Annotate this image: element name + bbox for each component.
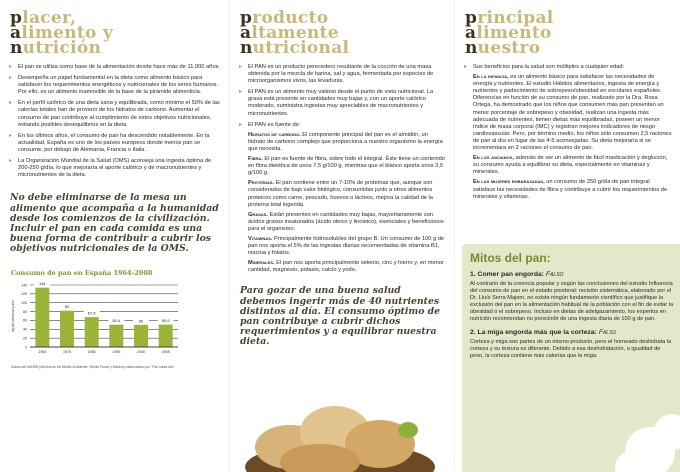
- paragraph: En los ancianos, además de ser un alimento de fácil masticación y deglución, su consumo ayuda a equilibrar su dieta, especialmente en vitaminas y minerales.: [473, 155, 668, 176]
- pull-quote: No debe eliminarse de la mesa un alimento que acompaña a la humanidad desde los comienzos de la civilización. Incluir el pan en cada comida es una buena forma de contribuir a cubrir los objetivos nutricionales de la OMS.: [10, 192, 219, 255]
- y-axis-label: kg por persona y año: [11, 299, 15, 332]
- x-tick-label: 1985: [87, 349, 96, 354]
- y-tick-label: 60: [23, 318, 27, 323]
- bullet: ▸ La Organización Mundial de la Salud (OMS) aconseja una ingesta óptima de 200-250 g/día, lo que mejoraría el aporte calórico y de macronutrientes y micronutrientes de la dieta.: [0, 158, 229, 179]
- term: Minerales.: [248, 260, 275, 267]
- data-label: 134: [38, 280, 46, 286]
- term: Fibra.: [248, 156, 263, 163]
- bar: [134, 324, 148, 346]
- bullet: ▸ Desempeña un papel fundamental en la dieta como alimento básico para satisfacer los requerimientos energéticos y nutricionales de los seres humanos. Por ello, es un alimento inamovible de la base de la pirámide alimenticia.: [0, 75, 229, 96]
- term: En la infancia,: [473, 74, 509, 81]
- cloud-decoration: [600, 412, 680, 472]
- term: Vitaminas.: [248, 235, 273, 242]
- x-tick-label: 2008: [161, 349, 170, 354]
- term: Hidratos de carbono.: [248, 131, 301, 138]
- data-label: 50,6: [161, 317, 170, 323]
- y-tick-label: 140: [21, 282, 27, 287]
- bar: [35, 287, 49, 346]
- bullet: ▸ En el perfil calórico de una dieta sana y equilibrada, como mínimo el 50% de las calorías totales han de provenir de los hidratos de carbono. Aumentar el consumo de pan contribuye al cumplimiento de estos objetivos nutricionales, evitando posibles desequilibrios en la dieta.: [0, 100, 229, 128]
- column-placer: [0, 0, 230, 472]
- y-tick-label: 40: [23, 327, 27, 332]
- bullet: ▸ En los últimos años, el consumo de pan ha descendido notablemente. En la actualidad, España es uno de los países europeos donde menos pan se consume, por debajo de Alemania, Francia o Italia.: [0, 133, 229, 154]
- y-tick-label: 20: [23, 335, 27, 340]
- term: En las mujeres embarazadas,: [473, 179, 545, 186]
- y-tick-label: 120: [21, 291, 27, 296]
- bullet: ▸ El PAN es fuente de:: [230, 122, 454, 129]
- bar: [159, 324, 173, 346]
- y-tick-label: 100: [21, 300, 27, 305]
- myth-question: 1. Comer pan engorda: Falso: [470, 271, 564, 278]
- section-heading: producto altamente nutricional: [240, 8, 350, 58]
- bar: [109, 324, 123, 346]
- paragraph: Grasas. Están presentes en cantidades muy bajas, mayoritariamente son ácidos grasos insaturados (ácido oleico y linoleico), esenciales y beneficiosos para el organismo.: [248, 211, 444, 232]
- x-tick-label: 1964: [38, 349, 47, 354]
- chart-title: Consumo de pan en España 1964-2008: [11, 268, 153, 277]
- data-label: 82: [64, 303, 70, 309]
- bullet: ▸ El PAN es un alimento muy valioso desde el punto de vista nutricional. La grasa está presente en cantidades muy bajas y, con un aporte calórico moderado, suministra ingestas muy apreciables de macronutrientes y micronutrientes.: [230, 89, 454, 117]
- x-tick-label: 2000: [137, 349, 145, 354]
- myth-text: Al contrario de la creencia popular y según las conclusiones del estudio Influencia del consumo de pan en el estado ponderal: revisión sistemática, elaborado por el Dr. Lluís Serra Majem, no existe ningún fundamento científico que justifique la exclusión del pan en la alimentación habitual de la población con el fin de evitar la obesidad o el sobrepeso. Incluso en dietas de adelgazamiento, los expertos en nutrición recomiendan no prescindir de una ingesta diaria de 100 g de pan.: [470, 281, 674, 322]
- section-heading: placer, alimento y nutrición: [10, 8, 114, 58]
- paragraph: Proteínas. El pan contiene entre un 7-10% de proteínas que, aunque son consideradas de bajo valor biológico, consumidas junto a otros alimentos proteicos como carne, pescado, huevos o lácteos, mejora la calidad de la proteína total ingerida.: [248, 180, 433, 208]
- term: Grasas.: [248, 211, 269, 218]
- bullet: ▸ Sus beneficios para la salud son múltiples a cualquier edad:: [455, 64, 680, 71]
- paragraph: Hidratos de carbono. El componente principal del pan es el almidón, un hidrato de carbono complejo que proporciona a nuestro organismo la energía que necesita.: [248, 131, 443, 152]
- section-heading: principal alimento nuestro: [465, 8, 554, 58]
- paragraph: Minerales. El pan nos aporta principalmente selenio, cinc y hierro y, en menor cantidad, magnesio, potasio, calcio y yodo.: [248, 260, 444, 274]
- paragraph: Vitaminas. Principalmente hidrosolubles del grupo B. Un consumo de 100 g de pan nos aporta el 5% de las ingestas diarias recomendadas de vitamina B1, niacina y folatos.: [248, 235, 445, 257]
- term: Proteínas.: [248, 180, 275, 187]
- myths-box: [462, 244, 680, 472]
- myth-question: 2. La miga engorda más que la corteza: Falso: [470, 329, 617, 336]
- bar: [85, 317, 99, 347]
- bar-chart: [0, 279, 230, 359]
- paragraph: En la infancia, es un alimento básico para satisfacer las necesidades de energía y nutrientes. El estudio Hábitos alimentarios, ingesta de energía y nutrientes y padecimiento de sobrepeso/obesidad en escolares españoles. Diferencias en función de su consumo de pan, realizado por la Dra. Rosa Ortega, ha demostrado que los niños que consumen más pan presentan un menor porcentaje de sobrepeso y obesidad, realizan una ingesta más adecuada de nutrientes, tienen dietas más equilibradas, poseen un menor índice de masa corporal (IMC) y registran mejores indicadores de riesgo cardiovascular. Pero, por término medio, los niños sólo consumen 2,5 raciones de pan al día en lugar de las 4-5 aconsejadas. Su dieta mejoraría si se incrementara en 2 raciones el consumo de pan.: [473, 74, 672, 152]
- paragraph: En las mujeres embarazadas, un consumo de 250 g/día de pan integral satisface las necesidades de fibra y contribuye a cubrir los requerimientos de minerales y vitaminas.: [473, 179, 668, 200]
- bullet: ▸ El pan se utiliza como base de la alimentación desde hace más de 11.000 años.: [0, 64, 229, 71]
- data-label: 50: [138, 317, 144, 323]
- data-label: 67,5: [87, 310, 96, 316]
- x-tick-label: 1995: [112, 349, 121, 354]
- paragraph: Fibra. El pan es fuente de fibra, sobre todo el integral. Éste tiene un contenido en fibra dietética de unos 7,5 g/100 g, mientras que el blanco aporta unos 3,5 g/100 g.: [248, 156, 445, 177]
- x-tick-label: 1975: [63, 349, 71, 354]
- term: En los ancianos,: [473, 155, 514, 162]
- data-label: 50,4: [112, 317, 121, 323]
- bar: [60, 310, 74, 346]
- chart-source: Datos del MARM (Ministerio de Medio Ambiente, Medio Rural y Marino) elaborados por "Pan cada día".: [11, 364, 176, 369]
- bullet: ▸ El PAN es un producto perecedero resultante de la cocción de una masa obtenida por la mezcla de harina, sal y agua, fermentada por especies de microorganismos vivos, las levaduras.: [230, 64, 454, 85]
- myths-title: Mitos del pan:: [470, 251, 551, 265]
- column-producto: [230, 0, 455, 472]
- bread-image: [230, 392, 455, 472]
- y-tick-label: 80: [23, 309, 27, 314]
- y-tick-label: 0: [25, 344, 27, 349]
- pull-quote: Para gozar de una buena salud debemos ingerir más de 40 nutrientes distintos al día. El consumo óptimo de pan contribuye a cubrir dichos requerimientos y a equilibrar nuestra dieta.: [240, 285, 441, 348]
- myth-text: Corteza y miga son partes de un mismo producto, pero el horneado deshidrata la corteza y su textura es diferente. Debido a esa deshidratación, a igualdad de peso, la corteza contiene más calorías que la miga.: [470, 339, 672, 359]
